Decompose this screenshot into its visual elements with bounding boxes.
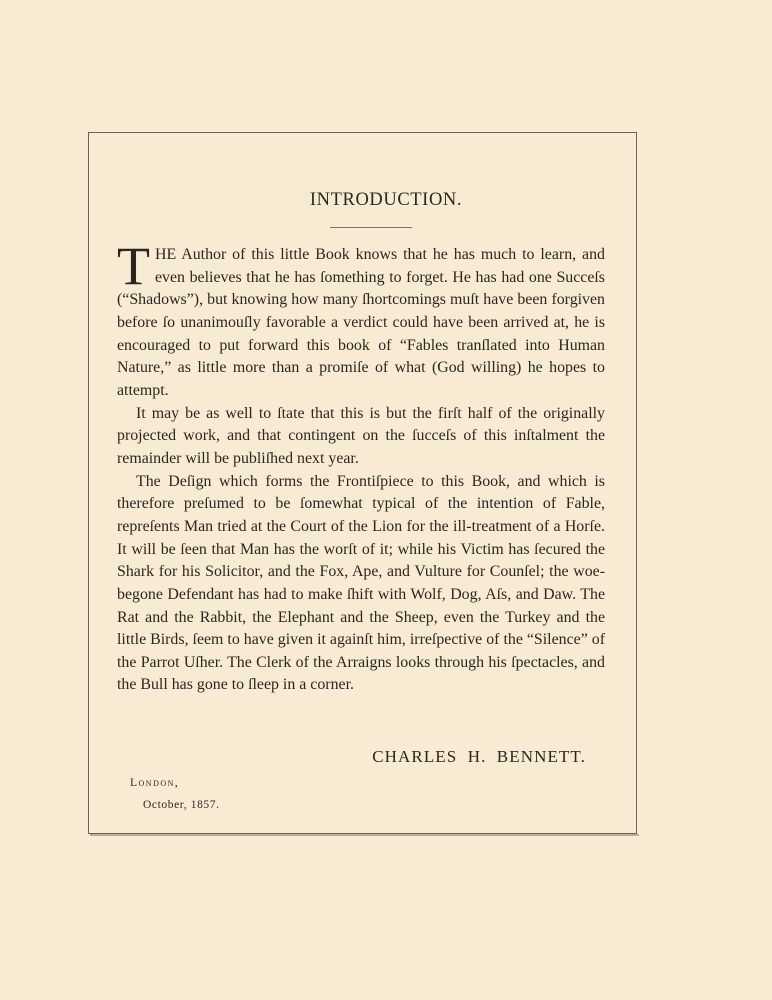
- page-title: INTRODUCTION.: [309, 190, 463, 210]
- paragraph-1-text: HE Author of this little Book knows that he has much to learn, and even believes that he has ſomething to forget. He has had one Succeſs (“Shadows”), but knowing how many ſhortcomings muſt have been forgiven before ſo unanimouſly favorable a verdict could have been arrived at, he is encouraged to put forward this book of “Fables tranſlated into Human Nature,” as little more than a promiſe of what (God willing) he hopes to attempt.: [117, 246, 605, 399]
- place-line: London,: [130, 777, 180, 789]
- drop-cap: T: [117, 236, 150, 296]
- author-signature: CHARLES H. BENNETT.: [372, 747, 586, 766]
- title-rule: [330, 227, 412, 228]
- introduction-text: [117, 236, 605, 697]
- paragraph-3: The Deſign which forms the Frontiſpiece to this Book, and which is therefore preſumed to be ſomewhat typical of the intention of Fable, repreſents Man tried at the Court of the Lion for the ill-treatment of a Horſe. It will be ſeen that Man has the worſt of it; while his Victim has ſecured the Shark for his Solicitor, and the Fox, Ape, and Vulture for Counſel; the woe-begone Defendant has had to make ſhift with Wolf, Dog, Aſs, and Daw. The Rat and the Rabbit, the Elephant and the Sheep, even the Turkey and the little Birds, ſeem to have given it againſt him, irreſpective of the “Silence” of the Parrot Uſher. The Clerk of the Arraigns looks through his ſpectacles, and the Bull has gone to ſleep in a corner.: [117, 472, 605, 694]
- date-line: October, 1857.: [143, 799, 220, 811]
- page-border-shadow: [90, 834, 639, 836]
- paragraph-1: [117, 236, 605, 403]
- paragraph-2: It may be as well to ſtate that this is but the firſt half of the originally projected work, and that contingent on the ſucceſs of this inſtalment the remainder will be publiſhed next year.: [117, 404, 605, 467]
